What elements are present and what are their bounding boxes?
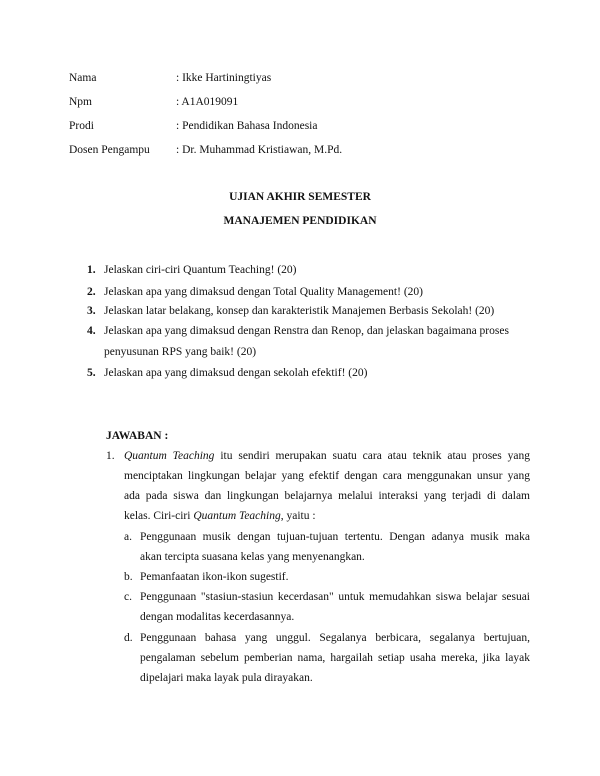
question-text: Jelaskan apa yang dimaksud dengan sekolah efektif! (20) [104,367,368,379]
subitem-letter: c. [124,591,132,603]
answer-number: 1. [106,450,115,462]
question-number: 4. [87,325,96,337]
answer-emphasis: Quantum Teaching [193,510,281,522]
answer-line: Quantum Teaching itu sendiri merupakan suatu cara atau teknik atau proses yang [124,450,530,462]
subitem-letter: a. [124,531,132,543]
info-label: Npm [69,96,92,108]
question-text: Jelaskan ciri-ciri Quantum Teaching! (20) [104,264,297,276]
info-value: : A1A019091 [176,96,239,108]
answer-line: ada pada siswa dan lingkungan belajarnya melalui interaksi yang terjadi di dalam [124,490,530,502]
info-value: : Pendidikan Bahasa Indonesia [176,120,318,132]
exam-title: UJIAN AKHIR SEMESTER [229,191,371,203]
info-label: Dosen Pengampu [69,144,150,156]
subitem-letter: d. [124,632,133,644]
info-row-dosen [69,143,549,157]
question-text: Jelaskan latar belakang, konsep dan karakteristik Manajemen Berbasis Sekolah! (20) [104,305,495,317]
info-row-npm [69,95,549,109]
subitem-letter: b. [124,571,133,583]
answers-heading: JAWABAN : [106,430,169,442]
subitem-text: Penggunaan bahasa yang unggul. Segalanya berbicara, segalanya bertujuan, pengalaman sebelum pemberian nama, hargailah setiap usaha mereka, jika layak dipelajari maka layak pula dirayakan. [140,632,530,684]
info-value: : Ikke Hartiningtiyas [176,72,272,84]
question-number: 5. [87,367,96,379]
question-text: penyusunan RPS yang baik! (20) [104,346,257,358]
info-row-nama [69,71,549,85]
answer-emphasis: Quantum Teaching [124,450,215,462]
subitem-text: Penggunaan musik dengan tujuan-tujuan tertentu. Dengan adanya musik maka akan tercipta suasana kelas yang menyenangkan. [140,531,530,563]
answer-line: menciptakan lingkungan belajar yang efektif dengan cara menggunakan unsur yang [124,470,530,482]
question-number: 3. [87,305,96,317]
course-title: MANAJEMEN PENDIDIKAN [223,215,377,227]
subitem-text: Penggunaan "stasiun-stasiun kecerdasan" untuk memudahkan siswa belajar sesuai dengan modalitas kecerdasannya. [140,591,530,623]
info-row-prodi [69,119,549,133]
answer-line: kelas. Ciri-ciri Quantum Teaching, yaitu : [124,510,316,522]
question-text: Jelaskan apa yang dimaksud dengan Renstra dan Renop, dan jelaskan bagaimana proses [104,325,509,337]
info-label: Prodi [69,120,94,132]
info-value: : Dr. Muhammad Kristiawan, M.Pd. [176,144,343,156]
subitem-text: Pemanfaatan ikon-ikon sugestif. [140,571,289,583]
question-number: 2. [87,286,96,298]
question-text: Jelaskan apa yang dimaksud dengan Total Quality Management! (20) [104,286,423,298]
answer-paragraph [124,449,530,529]
question-number: 1. [87,264,96,276]
info-label: Nama [69,72,97,84]
